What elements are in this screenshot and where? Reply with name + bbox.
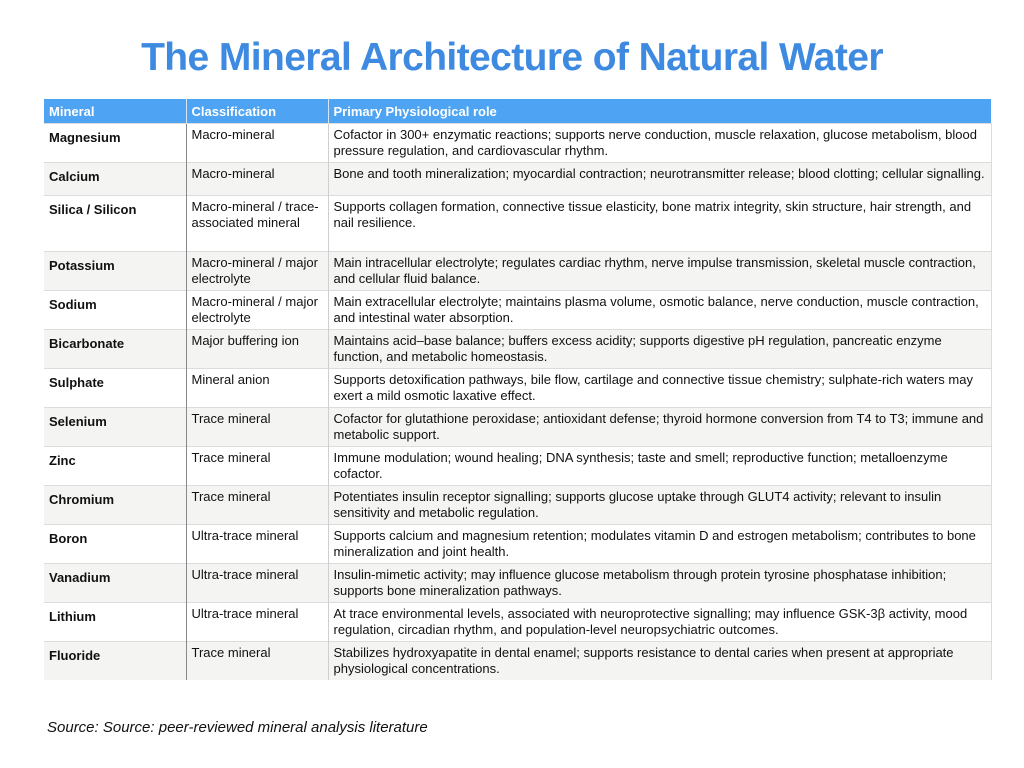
mineral-classification: Macro-mineral / trace-associated mineral: [186, 196, 328, 252]
mineral-name: Bicarbonate: [44, 330, 186, 369]
table-row: [44, 642, 991, 681]
table-row: [44, 447, 991, 486]
mineral-role: Cofactor for glutathione peroxidase; antioxidant defense; thyroid hormone conversion from T4 to T3; immune and metabolic support.: [328, 408, 991, 447]
mineral-name: Silica / Silicon: [44, 196, 186, 252]
mineral-classification: Ultra-trace mineral: [186, 525, 328, 564]
mineral-role: Insulin-mimetic activity; may influence glucose metabolism through protein tyrosine phosphatase inhibition; supports bone mineralization pathways.: [328, 564, 991, 603]
mineral-role: Main extracellular electrolyte; maintains plasma volume, osmotic balance, nerve conduction, muscle contraction, and intestinal water absorption.: [328, 291, 991, 330]
mineral-classification: Trace mineral: [186, 408, 328, 447]
mineral-name: Zinc: [44, 447, 186, 486]
table-row: [44, 196, 991, 252]
table-row: [44, 486, 991, 525]
table-header: [44, 99, 991, 124]
table-body: [44, 124, 991, 681]
page-title: The Mineral Architecture of Natural Water: [141, 36, 883, 79]
column-header-mineral: Mineral: [44, 99, 186, 124]
table-row: [44, 124, 991, 163]
mineral-name: Sulphate: [44, 369, 186, 408]
mineral-role: Immune modulation; wound healing; DNA synthesis; taste and smell; reproductive function; metalloenzyme cofactor.: [328, 447, 991, 486]
table-row: [44, 163, 991, 196]
column-header-classification: Classification: [186, 99, 328, 124]
header-row: [44, 99, 991, 124]
mineral-role: Bone and tooth mineralization; myocardial contraction; neurotransmitter release; blood clotting; cellular signalling.: [328, 163, 991, 196]
source-note: Source: Source: peer-reviewed mineral analysis literature: [47, 719, 428, 736]
mineral-classification: Macro-mineral: [186, 163, 328, 196]
mineral-role: Cofactor in 300+ enzymatic reactions; supports nerve conduction, muscle relaxation, glucose metabolism, blood pressure regulation, and cardiovascular rhythm.: [328, 124, 991, 163]
mineral-role: Maintains acid–base balance; buffers excess acidity; supports digestive pH regulation, pancreatic enzyme function, and metabolic homeostasis.: [328, 330, 991, 369]
mineral-name: Sodium: [44, 291, 186, 330]
table-row: [44, 603, 991, 642]
table-row: [44, 564, 991, 603]
mineral-role: At trace environmental levels, associated with neuroprotective signalling; may influence GSK-3β activity, mood regulation, circadian rhythm, and population-level neuropsychiatric outcomes.: [328, 603, 991, 642]
table-row: [44, 330, 991, 369]
mineral-role: Stabilizes hydroxyapatite in dental enamel; supports resistance to dental caries when present at appropriate physiological concentrations.: [328, 642, 991, 681]
mineral-role: Supports detoxification pathways, bile flow, cartilage and connective tissue chemistry; sulphate-rich waters may exert a mild osmotic laxative effect.: [328, 369, 991, 408]
mineral-classification: Trace mineral: [186, 447, 328, 486]
mineral-name: Lithium: [44, 603, 186, 642]
mineral-role: Main intracellular electrolyte; regulates cardiac rhythm, nerve impulse transmission, skeletal muscle contraction, and cellular fluid balance.: [328, 252, 991, 291]
mineral-name: Chromium: [44, 486, 186, 525]
mineral-classification: Major buffering ion: [186, 330, 328, 369]
mineral-role: Supports calcium and magnesium retention; modulates vitamin D and estrogen metabolism; contributes to bone mineralization and joint health.: [328, 525, 991, 564]
column-header-role: Primary Physiological role: [328, 99, 991, 124]
mineral-name: Magnesium: [44, 124, 186, 163]
mineral-classification: Macro-mineral / major electrolyte: [186, 291, 328, 330]
mineral-classification: Macro-mineral: [186, 124, 328, 163]
mineral-name: Selenium: [44, 408, 186, 447]
table-row: [44, 252, 991, 291]
mineral-table: [44, 99, 992, 680]
mineral-classification: Ultra-trace mineral: [186, 564, 328, 603]
table-row: [44, 369, 991, 408]
mineral-role: Supports collagen formation, connective tissue elasticity, bone matrix integrity, skin structure, hair strength, and nail resilience.: [328, 196, 991, 252]
mineral-name: Boron: [44, 525, 186, 564]
mineral-role: Potentiates insulin receptor signalling; supports glucose uptake through GLUT4 activity; relevant to insulin sensitivity and metabolic regulation.: [328, 486, 991, 525]
table-row: [44, 291, 991, 330]
mineral-name: Potassium: [44, 252, 186, 291]
mineral-classification: Macro-mineral / major electrolyte: [186, 252, 328, 291]
mineral-name: Calcium: [44, 163, 186, 196]
mineral-classification: Trace mineral: [186, 486, 328, 525]
mineral-classification: Trace mineral: [186, 642, 328, 681]
mineral-name: Vanadium: [44, 564, 186, 603]
mineral-classification: Mineral anion: [186, 369, 328, 408]
table-row: [44, 525, 991, 564]
mineral-classification: Ultra-trace mineral: [186, 603, 328, 642]
table-row: [44, 408, 991, 447]
mineral-name: Fluoride: [44, 642, 186, 681]
